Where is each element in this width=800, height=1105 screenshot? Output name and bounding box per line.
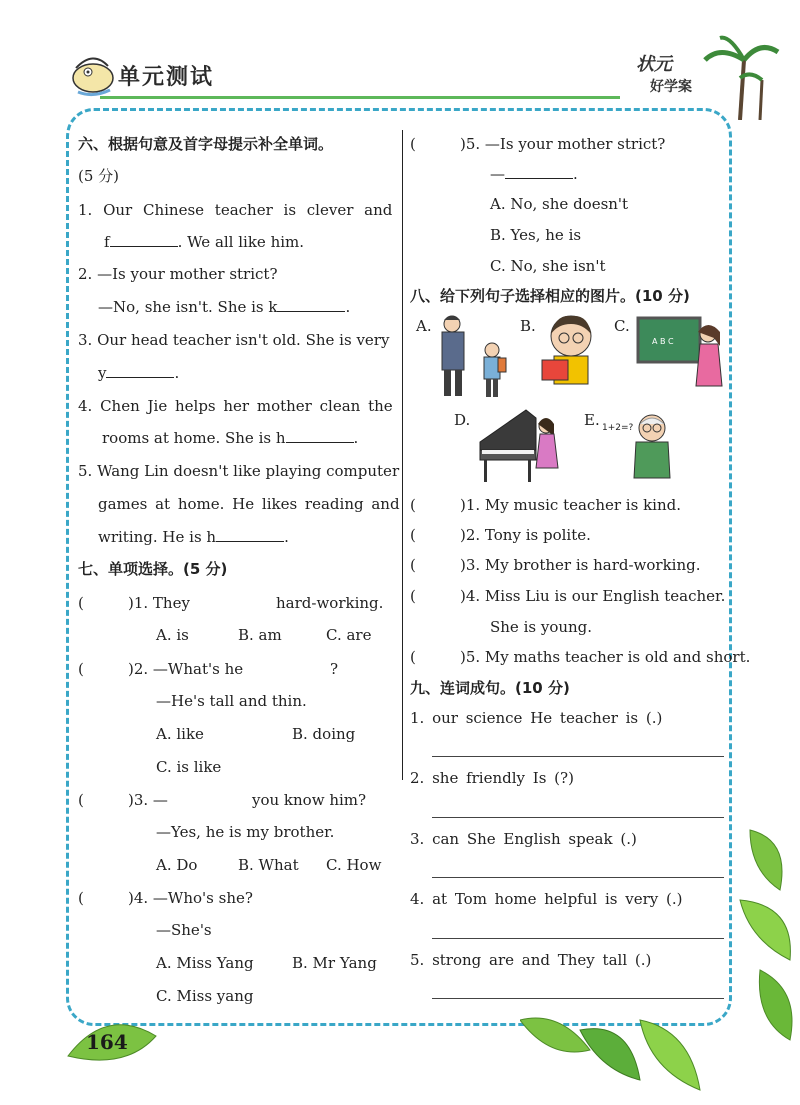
board-text: A B C bbox=[652, 337, 674, 346]
s7-q4-line2: —She's bbox=[156, 921, 212, 939]
page-header-title: 单元测试 bbox=[118, 65, 215, 90]
s6-q2-line1: 2. —Is your mother strict? bbox=[78, 265, 278, 283]
s9-q4-answer-line[interactable] bbox=[432, 938, 724, 939]
s7-q2-line2: —He's tall and thin. bbox=[156, 692, 307, 710]
s7-q5-blank[interactable] bbox=[505, 164, 573, 179]
s6-q5-line1: 5. Wang Lin doesn't like playing computer bbox=[78, 462, 400, 480]
leaves-bottom-icon bbox=[520, 1010, 740, 1105]
s8-q3-bracket[interactable]: ( bbox=[410, 556, 450, 574]
logo-bottom-text: 好学案 bbox=[650, 79, 692, 95]
s6-q1-prefix: f bbox=[104, 233, 110, 251]
s6-q2-prefix: —No, she isn't. She is k bbox=[98, 298, 278, 316]
s6-q4-line1: 4. Chen Jie helps her mother clean the bbox=[78, 397, 393, 415]
s7-q5-opt-b[interactable]: B. Yes, he is bbox=[490, 226, 582, 244]
s7-q2-bracket[interactable]: ( bbox=[78, 660, 118, 678]
s6-q5-blank[interactable] bbox=[216, 527, 284, 542]
pic-c-label: C. bbox=[614, 317, 630, 335]
s9-q3-answer-line[interactable] bbox=[432, 877, 724, 878]
s8-q4: )4. Miss Liu is our English teacher. bbox=[460, 587, 726, 605]
column-divider bbox=[402, 130, 403, 780]
s7-q2-opt-c[interactable]: C. is like bbox=[156, 758, 222, 776]
s7-q3-tail: you know him? bbox=[252, 791, 367, 809]
s7-q4-opt-a[interactable]: A. Miss Yang bbox=[156, 954, 254, 972]
s6-q3-prefix: y bbox=[98, 364, 107, 382]
s9-q2: 2. she friendly Is (?) bbox=[410, 769, 574, 787]
s7-q2-stem: )2. —What's he bbox=[128, 660, 244, 678]
s7-q2-opt-b[interactable]: B. doing bbox=[292, 725, 356, 743]
s9-q1-answer-line[interactable] bbox=[432, 756, 724, 757]
s8-q1-bracket[interactable]: ( bbox=[410, 496, 450, 514]
old-maths-teacher-picture bbox=[600, 406, 682, 490]
section-9-title: 九、连词成句。(10 分) bbox=[410, 679, 570, 697]
s6-q1-suffix: . We all like him. bbox=[177, 233, 305, 251]
section-6-title: 六、根据句意及首字母提示补全单词。 bbox=[78, 135, 334, 153]
s6-q3-suffix: . bbox=[174, 364, 180, 382]
s6-q5-line2: games at home. He likes reading and bbox=[98, 495, 400, 513]
boy-reading-picture bbox=[538, 312, 604, 392]
s7-q3-bracket[interactable]: ( bbox=[78, 791, 118, 809]
s7-q5-opt-c[interactable]: C. No, she isn't bbox=[490, 257, 606, 275]
section-6-points: (5 分) bbox=[78, 167, 120, 185]
s6-q4-prefix: rooms at home. She is h bbox=[102, 429, 286, 447]
s9-q2-answer-line[interactable] bbox=[432, 817, 724, 818]
s6-q5-prefix: writing. He is h bbox=[98, 528, 217, 546]
s7-q1-opt-c[interactable]: C. are bbox=[326, 626, 372, 644]
s7-q5-bracket[interactable]: ( bbox=[410, 135, 450, 153]
s6-q3-line2 bbox=[98, 363, 179, 383]
s8-q4-line2: She is young. bbox=[490, 618, 593, 636]
s6-q4-suffix: . bbox=[353, 429, 359, 447]
s6-q5-line3 bbox=[98, 527, 289, 547]
s6-q1-blank[interactable] bbox=[110, 232, 178, 247]
s7-q1-bracket[interactable]: ( bbox=[78, 594, 118, 612]
s7-q4-opt-c[interactable]: C. Miss yang bbox=[156, 987, 254, 1005]
s7-q5-opt-a[interactable]: A. No, she doesn't bbox=[490, 195, 629, 213]
s7-q1-tail: hard-working. bbox=[276, 594, 384, 612]
s7-q2-opt-a[interactable]: A. like bbox=[156, 725, 204, 743]
s7-q4-stem: )4. —Who's she? bbox=[128, 889, 253, 907]
piano-teacher-picture bbox=[476, 406, 566, 490]
s6-q4-line2 bbox=[102, 428, 358, 448]
s6-q1-line2 bbox=[104, 232, 304, 252]
s8-q2: )2. Tony is polite. bbox=[460, 526, 591, 544]
s7-q3-stem: )3. — bbox=[128, 791, 168, 809]
s7-q3-line2: —Yes, he is my brother. bbox=[156, 823, 335, 841]
s7-q1-stem: )1. They bbox=[128, 594, 190, 612]
s9-q3: 3. can She English speak (.) bbox=[410, 830, 637, 848]
s6-q2-line2 bbox=[98, 297, 350, 317]
logo-top-text: 状元 bbox=[636, 54, 672, 75]
s6-q3-line1: 3. Our head teacher isn't old. She is very bbox=[78, 331, 390, 349]
s6-q1-line1: 1. Our Chinese teacher is clever and bbox=[78, 201, 393, 219]
s7-q4-opt-b[interactable]: B. Mr Yang bbox=[292, 954, 377, 972]
page-number: 164 bbox=[86, 1030, 128, 1054]
s7-q3-opt-a[interactable]: A. Do bbox=[156, 856, 198, 874]
s7-q5-line2: — . bbox=[490, 165, 578, 183]
s7-q4-bracket[interactable]: ( bbox=[78, 889, 118, 907]
s9-q5-answer-line[interactable] bbox=[432, 998, 724, 999]
s7-q1-opt-b[interactable]: B. am bbox=[238, 626, 282, 644]
pic-a-label: A. bbox=[416, 317, 432, 335]
s9-q4: 4. at Tom home helpful is very (.) bbox=[410, 890, 683, 908]
s6-q2-suffix: . bbox=[345, 298, 351, 316]
s8-q3: )3. My brother is hard-working. bbox=[460, 556, 701, 574]
section-8-title: 八、给下列句子选择相应的图片。(10 分) bbox=[410, 287, 690, 305]
s8-q5: )5. My maths teacher is old and short. bbox=[460, 648, 751, 666]
s6-q3-blank[interactable] bbox=[106, 363, 174, 378]
young-teacher-blackboard-picture bbox=[634, 312, 726, 394]
s9-q5: 5. strong are and They tall (.) bbox=[410, 951, 652, 969]
header-divider bbox=[100, 96, 620, 99]
s7-q3-opt-b[interactable]: B. What bbox=[238, 856, 299, 874]
pic-d-label: D. bbox=[454, 411, 471, 429]
teacher-and-boy-picture bbox=[432, 312, 514, 404]
section-7-title: 七、单项选择。(5 分) bbox=[78, 560, 228, 578]
s7-q1-opt-a[interactable]: A. is bbox=[156, 626, 189, 644]
s6-q2-blank[interactable] bbox=[277, 297, 345, 312]
s6-q4-blank[interactable] bbox=[286, 428, 354, 443]
s7-q5-dash: — bbox=[490, 165, 505, 183]
s9-q1: 1. our science He teacher is (.) bbox=[410, 709, 663, 727]
s8-q2-bracket[interactable]: ( bbox=[410, 526, 450, 544]
pic-e-label: E. bbox=[584, 411, 600, 429]
s6-q5-suffix: . bbox=[284, 528, 289, 546]
math-text: 1+2=? bbox=[602, 423, 634, 433]
s8-q5-bracket[interactable]: ( bbox=[410, 648, 450, 666]
pic-b-label: B. bbox=[520, 317, 536, 335]
s7-q5-stem: )5. —Is your mother strict? bbox=[460, 135, 666, 153]
s7-q3-opt-c[interactable]: C. How bbox=[326, 856, 382, 874]
s7-q2-tail: ? bbox=[330, 660, 339, 678]
s8-q1: )1. My music teacher is kind. bbox=[460, 496, 681, 514]
s8-q4-bracket[interactable]: ( bbox=[410, 587, 450, 605]
